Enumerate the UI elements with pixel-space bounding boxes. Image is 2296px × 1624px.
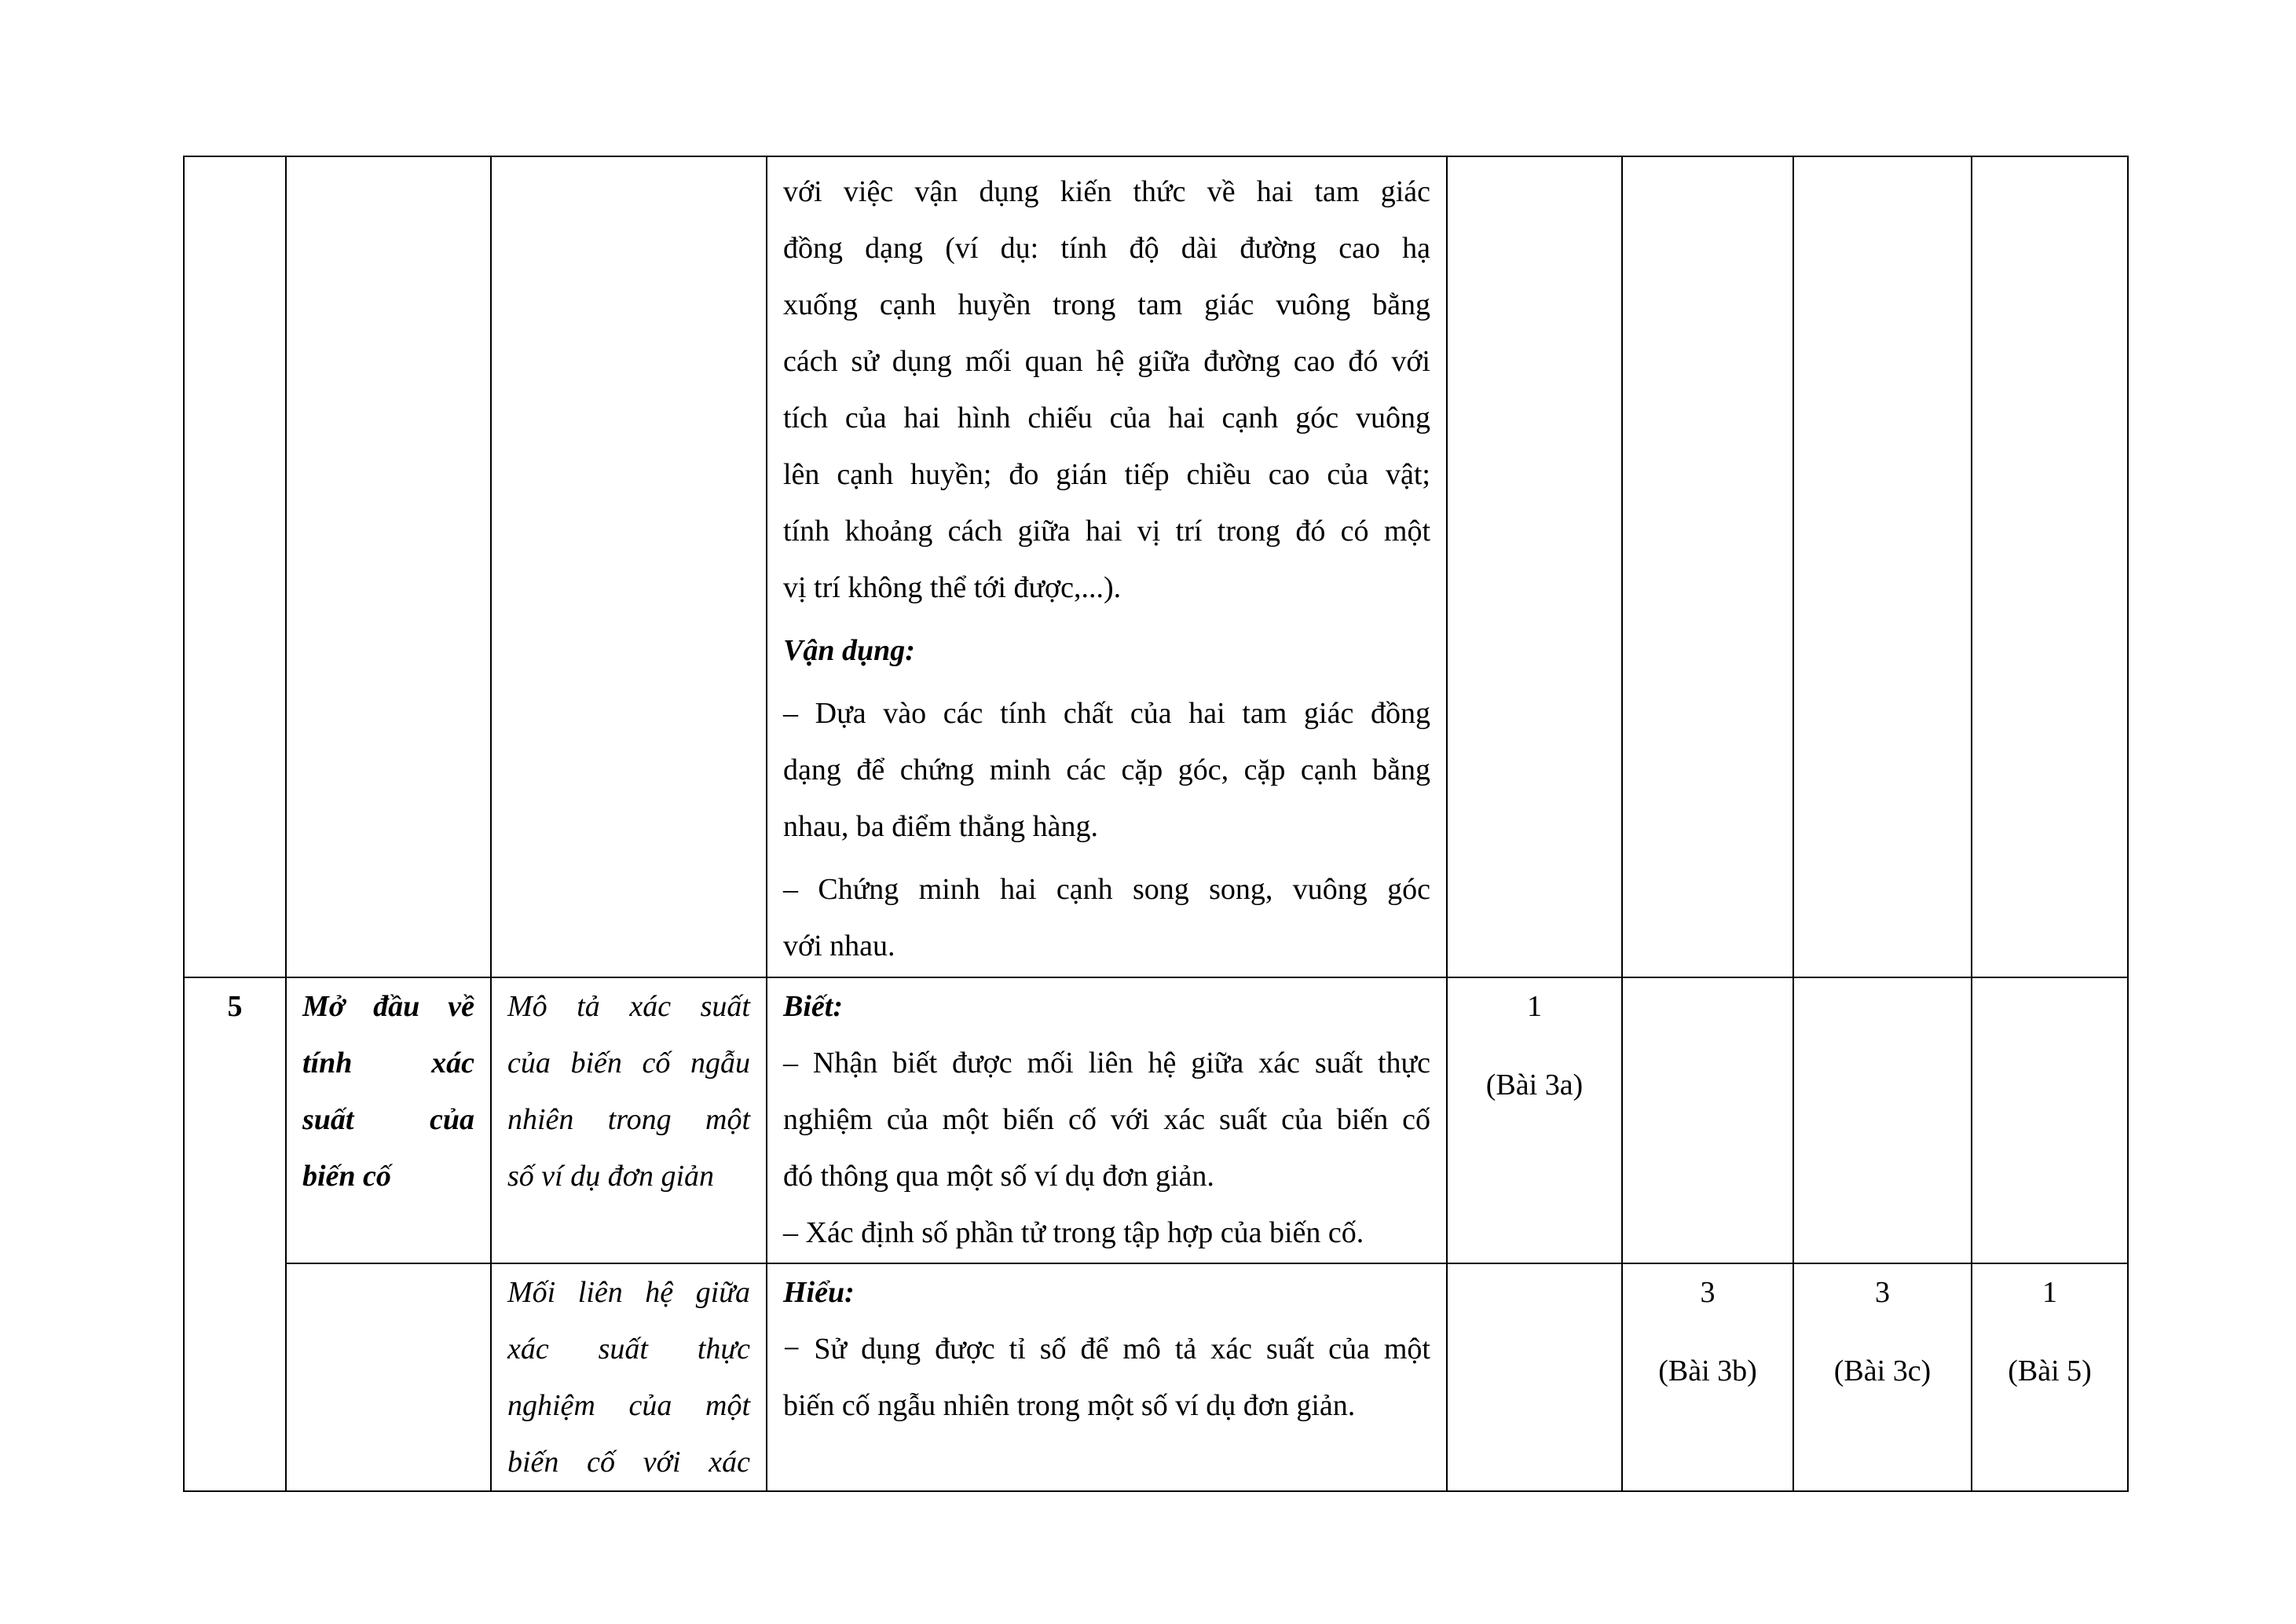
cell-count-apply-empty <box>1793 156 1972 977</box>
unit-line: xác suất thực <box>507 1333 750 1366</box>
unit-line: biến cố với xác <box>507 1446 750 1479</box>
unit-line: Mô tả xác suất <box>507 990 750 1023</box>
unit-cell-describe <box>491 977 767 1263</box>
content-line: vị trí không thể tới được,...). <box>783 571 1122 604</box>
row-number: 5 <box>184 977 286 1491</box>
cell-count-know <box>1447 977 1622 1263</box>
apply-item-line: – Dựa vào các tính chất của hai tam giác đồng <box>783 697 1430 730</box>
know-item-line: – Xác định số phần tử trong tập hợp của biến cố. <box>783 1216 1364 1249</box>
content-line: cách sử dụng mối quan hệ giữa đường cao đó với <box>783 345 1430 378</box>
know-item-line: nghiệm của một biến cố với xác suất của biến cố <box>783 1103 1430 1136</box>
topic-cell <box>286 977 491 1263</box>
apply-item-line: dạng để chứng minh các cặp góc, cặp cạnh bằng <box>783 753 1430 786</box>
unit-line: số ví dụ đơn giản <box>507 1160 715 1193</box>
cell-requirements-continued <box>767 156 1447 977</box>
table-row-5-relation <box>184 1263 2128 1491</box>
unit-line: nghiệm của một <box>507 1389 750 1422</box>
question-count: 3 <box>1875 1276 1890 1309</box>
cell-count-high-empty <box>1972 156 2128 977</box>
question-ref: (Bài 3a) <box>1485 1069 1584 1102</box>
question-ref: (Bài 5) <box>2008 1355 2092 1388</box>
apply-heading: Vận dụng: <box>783 634 915 667</box>
cell-count-understand-empty <box>1622 977 1793 1263</box>
cell-count-know-empty <box>1447 156 1622 977</box>
know-item-line: – Nhận biết được mối liên hệ giữa xác suất thực <box>783 1047 1430 1080</box>
cell-count-high <box>1972 1263 2128 1491</box>
cell-number-empty <box>184 156 286 977</box>
cell-requirements-know <box>767 977 1447 1263</box>
topic-line: tính xác <box>302 1047 474 1080</box>
content-line: lên cạnh huyền; đo gián tiếp chiều cao của vật; <box>783 458 1430 491</box>
apply-item-line: nhau, ba điểm thẳng hàng. <box>783 810 1099 843</box>
question-count: 3 <box>1700 1276 1716 1309</box>
assessment-matrix-table <box>183 156 2129 1492</box>
unit-cell-relation <box>491 1263 767 1491</box>
cell-topic-empty <box>286 156 491 977</box>
cell-count-high-empty <box>1972 977 2128 1263</box>
question-ref: (Bài 3b) <box>1658 1355 1757 1388</box>
cell-count-understand-empty <box>1622 156 1793 977</box>
question-count: 1 <box>2042 1276 2057 1309</box>
cell-count-know-empty <box>1447 1263 1622 1491</box>
cell-requirements-understand <box>767 1263 1447 1491</box>
apply-item-line: – Chứng minh hai cạnh song song, vuông góc <box>783 873 1430 906</box>
topic-line: biến cố <box>302 1160 391 1193</box>
content-line: tích của hai hình chiếu của hai cạnh góc vuông <box>783 401 1430 434</box>
cell-count-apply-empty <box>1793 977 1972 1263</box>
content-line: tính khoảng cách giữa hai vị trí trong đó có một <box>783 515 1430 548</box>
table-row-continued <box>184 156 2128 977</box>
understand-heading: Hiểu: <box>783 1276 855 1309</box>
content-line: xuống cạnh huyền trong tam giác vuông bằng <box>783 288 1430 321</box>
unit-line: nhiên trong một <box>507 1103 750 1136</box>
know-item-line: đó thông qua một số ví dụ đơn giản. <box>783 1160 1214 1193</box>
table-row-5-describe <box>184 977 2128 1263</box>
unit-line: của biến cố ngẫu <box>507 1047 750 1080</box>
understand-item-line: − Sử dụng được tỉ số để mô tả xác suất của một <box>783 1333 1430 1366</box>
question-count: 1 <box>1527 990 1542 1023</box>
know-heading: Biết: <box>783 990 843 1023</box>
content-line: đồng dạng (ví dụ: tính độ dài đường cao hạ <box>783 232 1430 265</box>
unit-line: Mối liên hệ giữa <box>507 1276 750 1309</box>
topic-line: suất của <box>302 1103 474 1136</box>
question-ref: (Bài 3c) <box>1833 1355 1932 1388</box>
content-line: với việc vận dụng kiến thức về hai tam giác <box>783 175 1430 208</box>
apply-item-line: với nhau. <box>783 929 895 962</box>
cell-count-understand <box>1622 1263 1793 1491</box>
cell-count-apply <box>1793 1263 1972 1491</box>
topic-line: Mở đầu về <box>302 990 474 1023</box>
cell-unit-empty <box>491 156 767 977</box>
topic-cell-empty <box>286 1263 491 1491</box>
understand-item-line: biến cố ngẫu nhiên trong một số ví dụ đơn giản. <box>783 1389 1356 1422</box>
